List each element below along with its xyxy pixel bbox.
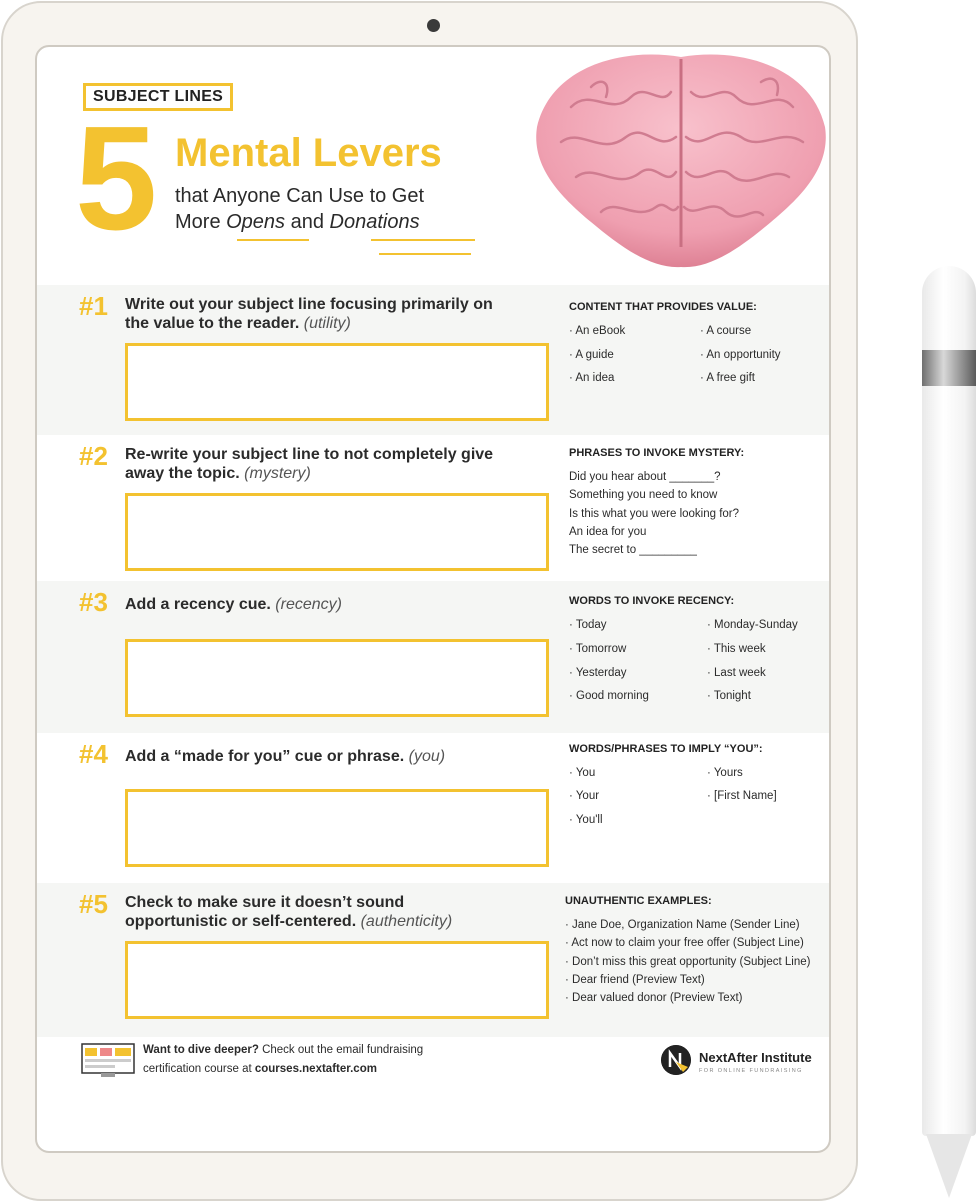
nextafter-logo-icon <box>661 1045 691 1075</box>
side-item: · Jane Doe, Organization Name (Sender Line) <box>565 919 800 931</box>
side-item: · Today <box>569 619 607 631</box>
answer-box-5[interactable] <box>125 941 549 1019</box>
side-item: · Yesterday <box>569 667 627 679</box>
lever-question: Check to make sure it doesn’t sound opportunistic or self-centered. (authenticity) <box>125 894 453 930</box>
lever-number: #4 <box>79 739 108 769</box>
side-item: · [First Name] <box>707 790 777 802</box>
opens-underline <box>237 239 309 241</box>
side-item: · Tonight <box>707 690 751 702</box>
logo-subtitle: FOR ONLINE FUNDRAISING <box>699 1068 803 1074</box>
answer-box-4[interactable] <box>125 789 549 867</box>
course-screen-icon <box>81 1043 135 1079</box>
side-heading: UNAUTHENTIC EXAMPLES: <box>565 895 712 907</box>
side-heading: CONTENT THAT PROVIDES VALUE: <box>569 301 757 313</box>
side-heading: WORDS/PHRASES TO IMPLY “YOU”: <box>569 743 763 755</box>
side-item: · Don’t miss this great opportunity (Subject Line) <box>565 956 811 968</box>
donations-underline-2 <box>379 253 471 255</box>
side-item: · Your <box>569 790 600 802</box>
lever-5-section <box>37 883 831 1037</box>
side-item: · An idea <box>569 372 615 384</box>
lever-number: #1 <box>79 291 108 321</box>
side-item: Did you hear about _______? <box>569 471 721 483</box>
page-title: Mental Levers <box>175 131 442 175</box>
answer-box-1[interactable] <box>125 343 549 421</box>
side-item: · Good morning <box>569 690 649 702</box>
side-item: Is this what you were looking for? <box>569 508 740 520</box>
course-link[interactable]: courses.nextafter.com <box>254 1063 377 1075</box>
side-item: · An opportunity <box>700 349 781 361</box>
logo-name: NextAfter Institute <box>699 1050 812 1065</box>
subtitle-line-2: More Opens and Donations <box>175 211 420 233</box>
lever-number: #2 <box>79 441 108 471</box>
subject-lines-tag: SUBJECT LINES <box>83 83 233 111</box>
side-item: An idea for you <box>569 526 647 538</box>
side-item: · You'll <box>569 814 603 826</box>
side-item: · Dear valued donor (Preview Text) <box>565 992 743 1004</box>
opens-word: Opens <box>226 211 286 233</box>
donations-word: Donations <box>329 211 420 233</box>
pencil-tip <box>926 1134 972 1198</box>
answer-box-2[interactable] <box>125 493 549 571</box>
donations-underline <box>371 239 475 241</box>
side-item: · Last week <box>707 667 766 679</box>
subtitle-line-1: that Anyone Can Use to Get <box>175 185 425 207</box>
camera-icon <box>427 19 440 32</box>
stylus-pencil <box>922 266 976 1196</box>
side-item: · A free gift <box>700 372 755 384</box>
lever-3-section <box>37 581 831 733</box>
brain-illustration <box>531 47 831 269</box>
worksheet-screen <box>35 45 831 1153</box>
page-subtitle <box>175 183 424 235</box>
side-item: · An eBook <box>569 325 626 337</box>
lever-number: #5 <box>79 889 108 919</box>
lever-question: Write out your subject line focusing primarily on the value to the reader. (utility) <box>125 296 493 332</box>
lever-question: Add a recency cue. (recency) <box>125 596 342 613</box>
side-item: The secret to _________ <box>569 544 697 556</box>
side-item: Something you need to know <box>569 489 718 501</box>
side-item: · You <box>569 767 596 779</box>
side-item: · A course <box>700 325 752 337</box>
side-item: · Tomorrow <box>569 643 627 655</box>
lever-1-section <box>37 285 831 435</box>
pencil-body <box>922 266 976 1136</box>
big-number: 5 <box>75 96 154 261</box>
side-item: · This week <box>707 643 766 655</box>
lever-2-section <box>37 435 831 581</box>
lever-4-section <box>37 733 831 883</box>
side-item: · Dear friend (Preview Text) <box>565 974 705 986</box>
lever-number: #3 <box>79 587 108 617</box>
side-item: · A guide <box>569 349 614 361</box>
side-item: · Yours <box>707 767 743 779</box>
lever-question: Add a “made for you” cue or phrase. (you) <box>125 748 446 765</box>
side-heading: PHRASES TO INVOKE MYSTERY: <box>569 447 745 459</box>
side-heading: WORDS TO INVOKE RECENCY: <box>569 595 735 607</box>
footer-text: Want to dive deeper? Check out the email fundraising certification course at courses.nextafter.com <box>143 1044 424 1075</box>
side-item: · Monday-Sunday <box>707 619 798 631</box>
pencil-band <box>922 350 976 386</box>
lever-question: Re-write your subject line to not completely give away the topic. (mystery) <box>125 446 494 482</box>
answer-box-3[interactable] <box>125 639 549 717</box>
side-item: · Act now to claim your free offer (Subject Line) <box>565 937 804 949</box>
tablet-frame <box>1 1 858 1201</box>
